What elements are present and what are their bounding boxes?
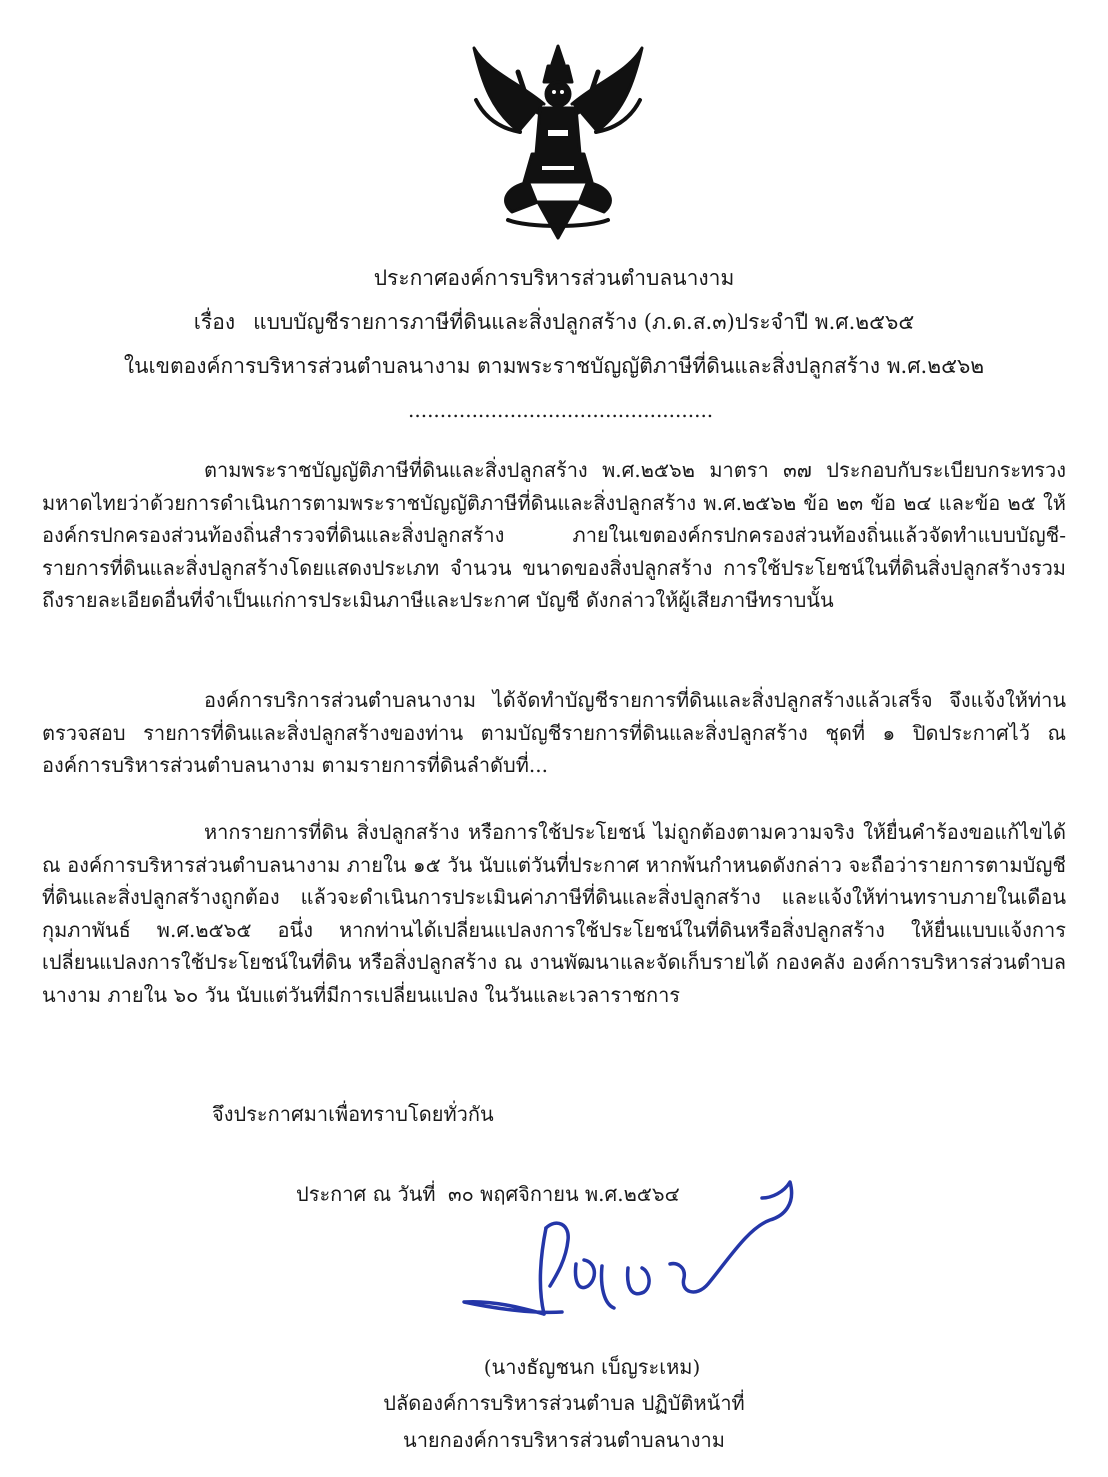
announcement-title: ประกาศองค์การบริหารส่วนตำบลนางาม: [373, 266, 735, 290]
paragraph-3: หากรายการที่ดิน สิ่งปลูกสร้าง หรือการใช้ประโยชน์ ไม่ถูกต้องตามความจริง ให้ยื่นคำร้องขอแก้ไขได้ ณ องค์การบริหารส่วนตำบลนางาม ภายใน ๑๕ วัน นับแต่วันที่ประกาศ หากพ้นกำหนดดังกล่าว จะถือว่ารายการตามบัญชีที่ดินและสิ่งปลูกสร้างถูกต้อง แล้วจะดำเนินการประเมินค่าภาษีที่ดินและสิ่งปลูกสร้าง และแจ้งให้ท่านทราบภายในเดือน กุมภาพันธ์ พ.ศ.๒๕๖๕ อนึ่ง หากท่านได้เปลี่ยนแปลงการใช้ประโยชน์ในที่ดินหรือสิ่งปลูกสร้าง ให้ยื่นแบบแจ้งการเปลี่ยนแปลงการใช้ประโยชน์ในที่ดิน หรือสิ่งปลูกสร้าง ณ งานพัฒนาและจัดเก็บรายได้ กองคลัง องค์การบริหารส่วนตำบลนางาม ภายใน ๖๐ วัน นับแต่วันที่มีการเปลี่ยนแปลง ในวันและเวลาราชการ: [42, 820, 1066, 1007]
paragraph-2: องค์การบริการส่วนตำบลนางาม ได้จัดทำบัญชีรายการที่ดินและสิ่งปลูกสร้างแล้วเสร็จ จึงแจ้งให้ท่านตรวจสอบ รายการที่ดินและสิ่งปลูกสร้างของท่าน ตามบัญชีรายการที่ดินและสิ่งปลูกสร้าง ชุดที่ ๑ ปิดประกาศไว้ ณ องค์การบริหารส่วนตำบลนางาม ตามรายการที่ดินลำดับที่...: [42, 688, 1066, 778]
garuda-emblem-icon: [468, 42, 648, 242]
date-value: ๓๐ พฤศจิกายน พ.ศ.๒๕๖๔: [447, 1182, 680, 1206]
separator-dots: ................................................: [408, 398, 714, 422]
signatory-position-2: นายกองค์การบริหารส่วนตำบลนางาม: [403, 1428, 725, 1452]
subject-text: แบบบัญชีรายการภาษีที่ดินและสิ่งปลูกสร้าง (ภ.ด.ส.๓)ประจำปี พ.ศ.๒๕๖๕: [253, 310, 915, 334]
date-prefix: ประกาศ ณ วันที่: [296, 1182, 436, 1206]
subject-label: เรื่อง: [193, 310, 236, 334]
announcement-subtitle: ในเขตองค์การบริหารส่วนตำบลนางาม ตามพระราชบัญญัติภาษีที่ดินและสิ่งปลูกสร้าง พ.ศ.๒๕๖๒: [123, 354, 985, 378]
signatory-position: ปลัดองค์การบริหารส่วนตำบล ปฏิบัติหน้าที่: [383, 1391, 745, 1415]
closing-statement: จึงประกาศมาเพื่อทราบโดยทั่วกัน: [212, 1102, 494, 1126]
subject-line: [0, 306, 1108, 339]
signatory-name: (นางธัญชนก เบ็ญระเหม): [483, 1355, 701, 1379]
handwritten-signature: [452, 1168, 812, 1338]
paragraph-1: ตามพระราชบัญญัติภาษีที่ดินและสิ่งปลูกสร้าง พ.ศ.๒๕๖๒ มาตรา ๓๗ ประกอบกับระเบียบกระทรวงมหาดไทยว่าด้วยการดำเนินการตามพระราชบัญญัติภาษีที่ดินและสิ่งปลูกสร้าง พ.ศ.๒๕๖๒ ข้อ ๒๓ ข้อ ๒๔ และข้อ ๒๕ ให้องค์กรปกครองส่วนท้องถิ่นสำรวจที่ดินและสิ่งปลูกสร้าง ภายในเขตองค์กรปกครองส่วนท้องถิ่นแล้วจัดทำแบบบัญชี-รายการที่ดินและสิ่งปลูกสร้างโดยแสดงประเภท จำนวน ขนาดของสิ่งปลูกสร้าง การใช้ประโยชน์ในที่ดินสิ่งปลูกสร้างรวมถึงรายละเอียดอื่นที่จำเป็นแก่การประเมินภาษีและประกาศ บัญชี ดังกล่าวให้ผู้เสียภาษีทราบนั้น: [42, 458, 1066, 613]
